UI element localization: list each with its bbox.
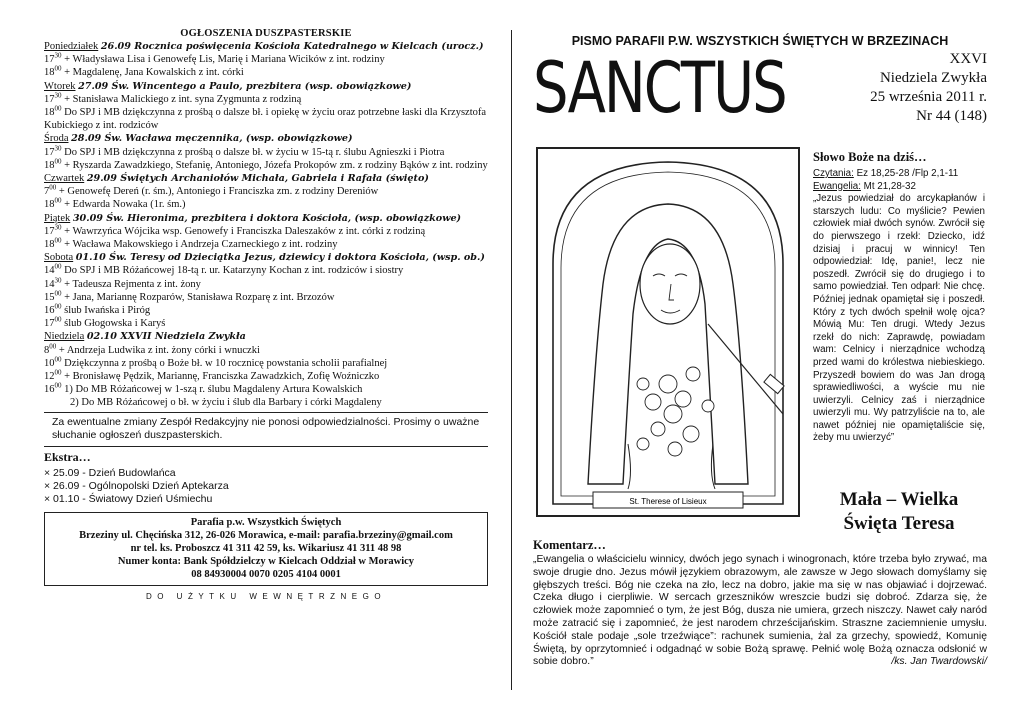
mass-minutes: 00 <box>54 355 62 364</box>
day-feast: 29.09 Świętych Archaniołów Michała, Gabriela i Rafała (święto) <box>86 173 429 185</box>
ekstra-item: × 25.09 - Dzień Budowlańca <box>44 466 176 479</box>
issue-number: Nr 44 (148) <box>916 108 987 124</box>
feature-title-line2: Święta Teresa <box>843 513 955 534</box>
mass-minutes: 00 <box>49 183 57 192</box>
masthead-title: SANCTUS <box>533 48 786 130</box>
commentary-signature: /ks. Jan Twardowski/ <box>891 656 987 668</box>
mass-hour: 14 <box>44 278 55 290</box>
issue-info <box>870 50 987 126</box>
illustration-caption: St. Therese of Lisieux <box>629 497 707 506</box>
mass-hour: 17 <box>44 146 55 158</box>
mass-hour: 7 <box>44 186 50 198</box>
issue-sunday: Niedziela Zwykła <box>879 70 987 86</box>
mass-minutes: 00 <box>49 342 57 351</box>
mass-intention <box>44 53 488 66</box>
mass-minutes: 00 <box>54 104 62 113</box>
mass-text: + Bronisławę Pędzik, Mariannę, Franciszka Zawadzkich, Zofię Woźniczko <box>64 371 380 383</box>
ekstra-title: Ekstra… <box>44 449 91 464</box>
saint-therese-illustration <box>533 144 803 520</box>
day-header <box>44 212 488 225</box>
mass-intention <box>44 291 488 304</box>
mass-hour: 18 <box>44 67 55 79</box>
mass-intention <box>44 278 488 291</box>
mass-intention <box>44 304 488 317</box>
parish-info-box <box>44 512 488 586</box>
mass-intention <box>44 396 488 409</box>
announcements-column <box>44 28 488 601</box>
mass-minutes: 00 <box>54 157 62 166</box>
mass-text: Dziękczynna z prośbą o Boże bł. w 10 rocznicę powstania scholii parafialnej <box>64 357 388 369</box>
mass-text: + Edwarda Nowaka (1r. śm.) <box>64 199 186 211</box>
day-name: Czwartek <box>44 173 85 185</box>
mass-intention <box>44 264 488 277</box>
readings-line <box>813 168 985 181</box>
mass-minutes: 00 <box>54 64 62 73</box>
ekstra-list <box>44 467 488 506</box>
mass-intention <box>44 383 488 396</box>
mass-hour: 8 <box>44 344 50 356</box>
issue-date: 25 września 2011 r. <box>870 89 987 105</box>
day-name: Wtorek <box>44 80 76 92</box>
divider <box>44 412 488 413</box>
mass-hour: 15 <box>44 291 55 303</box>
mass-intention <box>44 185 488 198</box>
day-feast: 27.09 Św. Wincentego a Paulo, prezbitera (wsp. obowiązkowe) <box>78 80 412 92</box>
parish-account: 08 84930004 0070 0205 4104 0001 <box>191 568 341 580</box>
mass-minutes: 00 <box>54 315 62 324</box>
day-feast: 02.10 XXVII Niedziela Zwykła <box>86 331 246 343</box>
parish-address: Brzeziny ul. Chęcińska 312, 26-026 Morawica, e-mail: parafia.brzeziny@gmail.com <box>79 529 453 541</box>
word-of-god-section <box>813 150 985 445</box>
commentary-section <box>533 538 987 669</box>
parish-bank: Numer konta: Bank Spółdzielczy w Kielcach Oddział w Morawicy <box>117 555 415 567</box>
mass-intention <box>44 344 488 357</box>
gospel-ref: Mt 21,28-32 <box>863 180 916 192</box>
announcements-title: OGŁOSZENIA DUSZPASTERSKIE <box>180 28 352 39</box>
mass-minutes: 00 <box>54 368 62 377</box>
mass-hour: 18 <box>44 107 55 119</box>
readings-refs: Ez 18,25-28 /Flp 2,1-11 <box>856 168 959 179</box>
notice-text: Za ewentualne zmiany Zespół Redakcyjny nie ponosi odpowiedzialności. Prosimy o uważne słuchanie ogłoszeń duszpasterskich. <box>52 415 480 441</box>
mass-text: + Wawrzyńca Wójcika wsp. Genowefy i Franciszka Daleszaków z int. córki z rodziną <box>64 225 426 237</box>
mass-text: + Stanisława Malickiego z int. syna Zygmunta z rodziną <box>64 93 302 105</box>
mass-text: 2) Do MB Różańcowej o bł. w życiu i ślub dla Barbary i córki Magdaleny <box>70 397 382 409</box>
feature-title-line1: Mała – Wielka <box>839 489 959 510</box>
mass-hour: 16 <box>44 384 55 396</box>
mass-text: + Władysława Lisa i Genowefę Lis, Marię i Mariana Wicików z int. rodziny <box>64 54 385 66</box>
mass-intention <box>44 159 488 172</box>
mass-text: Do SPJ i MB dziękczynna z prośbą o dalsze bł. i opiekę w życiu oraz potrzebne łaski dla Krzysztofa Kubickiego z int. rodziców <box>44 107 487 132</box>
masthead <box>533 48 987 134</box>
commentary-body: „Ewangelia o właścicielu winnicy, dwóch jego synach i winogronach, które trzeba było zrywać, ma swoje drugie dno. Jezus mówił językiem obrazowym, ale zawsze w Jego słowach domyślamy się głębszych treści. Bóg nie czeka na zło, lecz na dobro, jakie ma się w nas objawiać i dojrzewać. Czeka długo i cierpliwie. W sercach grzeszników wreszcie budzi się dobroć. Zdarza się, że człowiek może zapomnieć o tym, że jest Bóg, dusza nie umiera, grzech niszczy. Nawet cały naród może zatracić się i zapomnieć, że jest narodem chrześcijańskim. Straszne zaciemnienie umysłu. Kościół stale podaje „sole trzeźwiące”: rachunek sumienia, żal za grzechy, spowiedź, Komunię Świętą, by oprzytomnieć i odgadnąć w sobie Bożą sprawę. Pełnić wolę Bożą oznacza odsłonić w sobie dobro.” <box>533 554 987 668</box>
mass-hour: 10 <box>44 357 55 369</box>
mass-minutes: 30 <box>54 91 62 100</box>
mass-text: + Jana, Mariannę Rozparów, Stanisława Rozparę z int. Brzozów <box>64 291 335 303</box>
day-feast: 26.09 Rocznica poświęcenia Kościoła Katedralnego w Kielcach (urocz.) <box>100 41 484 52</box>
mass-intention <box>44 198 488 211</box>
internal-use-footer: DO UŻYTKU WEWNĘTRZNEGO <box>145 591 387 601</box>
day-feast: 01.10 Św. Teresy od Dzieciątka Jezus, dziewicy i doktora Kościoła, (wsp. ob.) <box>75 252 485 264</box>
mass-intention <box>44 357 488 370</box>
mass-intention <box>44 106 488 132</box>
mass-text: ślub Iwańska i Piróg <box>64 305 151 317</box>
mass-text: + Wacława Makowskiego i Andrzeja Czarneckiego z int. rodziny <box>64 239 338 251</box>
day-header <box>44 40 488 53</box>
gospel-text: „Jezus powiedział do arcykapłanów i starszych ludu: Co myślicie? Pewien człowiek miał dwóch synów. Zwrócił się do pierwszego i rzekł: Dziecko, idź dzisiaj i pracuj w winnicy! Ten odpowiedział: Idę, panie!, lecz nie poszedł. Zwrócił się do drugiego i to samo powiedział. Ten odparł: Nie chcę. Później jednak opamiętał się i poszedł. Który z tych dwóch spełnił wolę ojca? Mówią Mu: Ten drugi. Wtedy Jezus rzekł do nich: Zaprawdę, powiadam wam: Celnicy i nierządnice wchodzą przed wami do królestwa niebieskiego. Przyszedł bowiem do was Jan drogą sprawiedliwości, a wyście mu nie uwierzyli. Celnicy zaś i nierządnice uwierzyli mu. Wy patrzyliście na to, ale nawet później nie opamiętaliście się, żeby mu uwierzyć” <box>813 193 985 444</box>
feature-title <box>813 488 985 536</box>
mass-minutes: 30 <box>54 51 62 60</box>
day-name: Niedziela <box>44 331 85 343</box>
word-of-god-title: Słowo Boże na dziś… <box>813 150 927 164</box>
mass-hour: 12 <box>44 371 55 383</box>
commentary-text <box>533 554 987 669</box>
mass-text: + Ryszarda Zawadzkiego, Stefanię, Antoniego, Józefa Prokopów zm. z rodziny Bąków z int. rodziny <box>64 159 488 171</box>
mass-intention <box>44 317 488 330</box>
mass-intention <box>44 146 488 159</box>
day-header <box>44 172 488 185</box>
mass-text: + Tadeusza Rejmenta z int. żony <box>64 278 201 290</box>
day-header <box>44 132 488 145</box>
mass-intention <box>44 225 488 238</box>
gospel-label: Ewangelia: <box>813 180 861 192</box>
mass-text: Do SPJ i MB dziękczynna z prośbą o dalsze bł. w życiu w 15-tą r. ślubu Agnieszki i Piotra <box>64 146 445 158</box>
mass-hour: 17 <box>44 225 55 237</box>
parish-name: Parafia p.w. Wszystkich Świętych <box>190 516 342 528</box>
mass-hour: 14 <box>44 265 55 277</box>
mass-hour: 18 <box>44 199 55 211</box>
mass-hour: 18 <box>44 239 55 251</box>
day-header <box>44 80 488 93</box>
mass-minutes: 00 <box>54 302 62 311</box>
day-name: Poniedziałek <box>44 41 99 52</box>
mass-intention <box>44 370 488 383</box>
mass-text: + Andrzeja Ludwika z int. żony córki i wnuczki <box>58 344 260 356</box>
mass-intention <box>44 238 488 251</box>
mass-minutes: 00 <box>54 381 62 390</box>
day-name: Środa <box>44 133 69 145</box>
mass-minutes: 30 <box>54 223 62 232</box>
day-feast: 28.09 Św. Wacława męczennika, (wsp. obowiązkowe) <box>71 133 353 145</box>
mass-hour: 17 <box>44 54 55 66</box>
ekstra-item: × 01.10 - Światowy Dzień Uśmiechu <box>44 492 213 505</box>
day-feast: 30.09 Św. Hieronima, prezbitera i doktora Kościoła, (wsp. obowiązkowe) <box>72 212 462 224</box>
mass-text: + Genowefę Dereń (r. śm.), Antoniego i Franciszka zm. z rodziny Dereniów <box>58 186 379 198</box>
mass-intention <box>44 93 488 106</box>
mass-text: 1) Do MB Różańcowej w 1-szą r. ślubu Magdaleny Artura Kowalskich <box>64 384 363 396</box>
announcements-list <box>44 40 488 410</box>
ekstra-item: × 26.09 - Ogólnopolski Dzień Aptekarza <box>44 479 229 492</box>
mass-text: + Magdalenę, Jana Kowalskich z int. córki <box>64 67 244 79</box>
mass-hour: 17 <box>44 318 55 330</box>
day-header <box>44 330 488 343</box>
gospel-line <box>813 181 985 194</box>
mass-text: ślub Głogowska i Karyś <box>64 318 166 330</box>
day-name: Sobota <box>44 252 74 264</box>
mass-minutes: 00 <box>54 236 62 245</box>
mass-minutes: 00 <box>54 289 62 298</box>
page-divider <box>511 30 512 690</box>
mass-hour: 17 <box>44 93 55 105</box>
mass-intention <box>44 66 488 79</box>
commentary-title: Komentarz… <box>533 538 606 552</box>
day-header <box>44 251 488 264</box>
issue-volume: XXVI <box>949 51 987 67</box>
day-name: Piątek <box>44 212 71 224</box>
mass-minutes: 00 <box>54 196 62 205</box>
mass-hour: 16 <box>44 305 55 317</box>
mass-text: Do SPJ i MB Różańcowej 18-tą r. ur. Katarzyny Kochan z int. rodziców i siostry <box>64 265 404 277</box>
mass-minutes: 00 <box>54 262 62 271</box>
readings-label: Czytania: <box>813 168 854 179</box>
parish-newsletter-header: PISMO PARAFII P.W. WSZYSTKICH ŚWIĘTYCH W BRZEZINACH <box>571 34 949 48</box>
mass-minutes: 30 <box>54 276 62 285</box>
mass-hour: 18 <box>44 159 55 171</box>
divider <box>44 446 488 447</box>
mass-minutes: 30 <box>54 144 62 153</box>
front-page-column <box>533 28 987 668</box>
parish-phones: nr tel. ks. Proboszcz 41 311 42 59, ks. Wikariusz 41 311 48 98 <box>130 542 402 554</box>
